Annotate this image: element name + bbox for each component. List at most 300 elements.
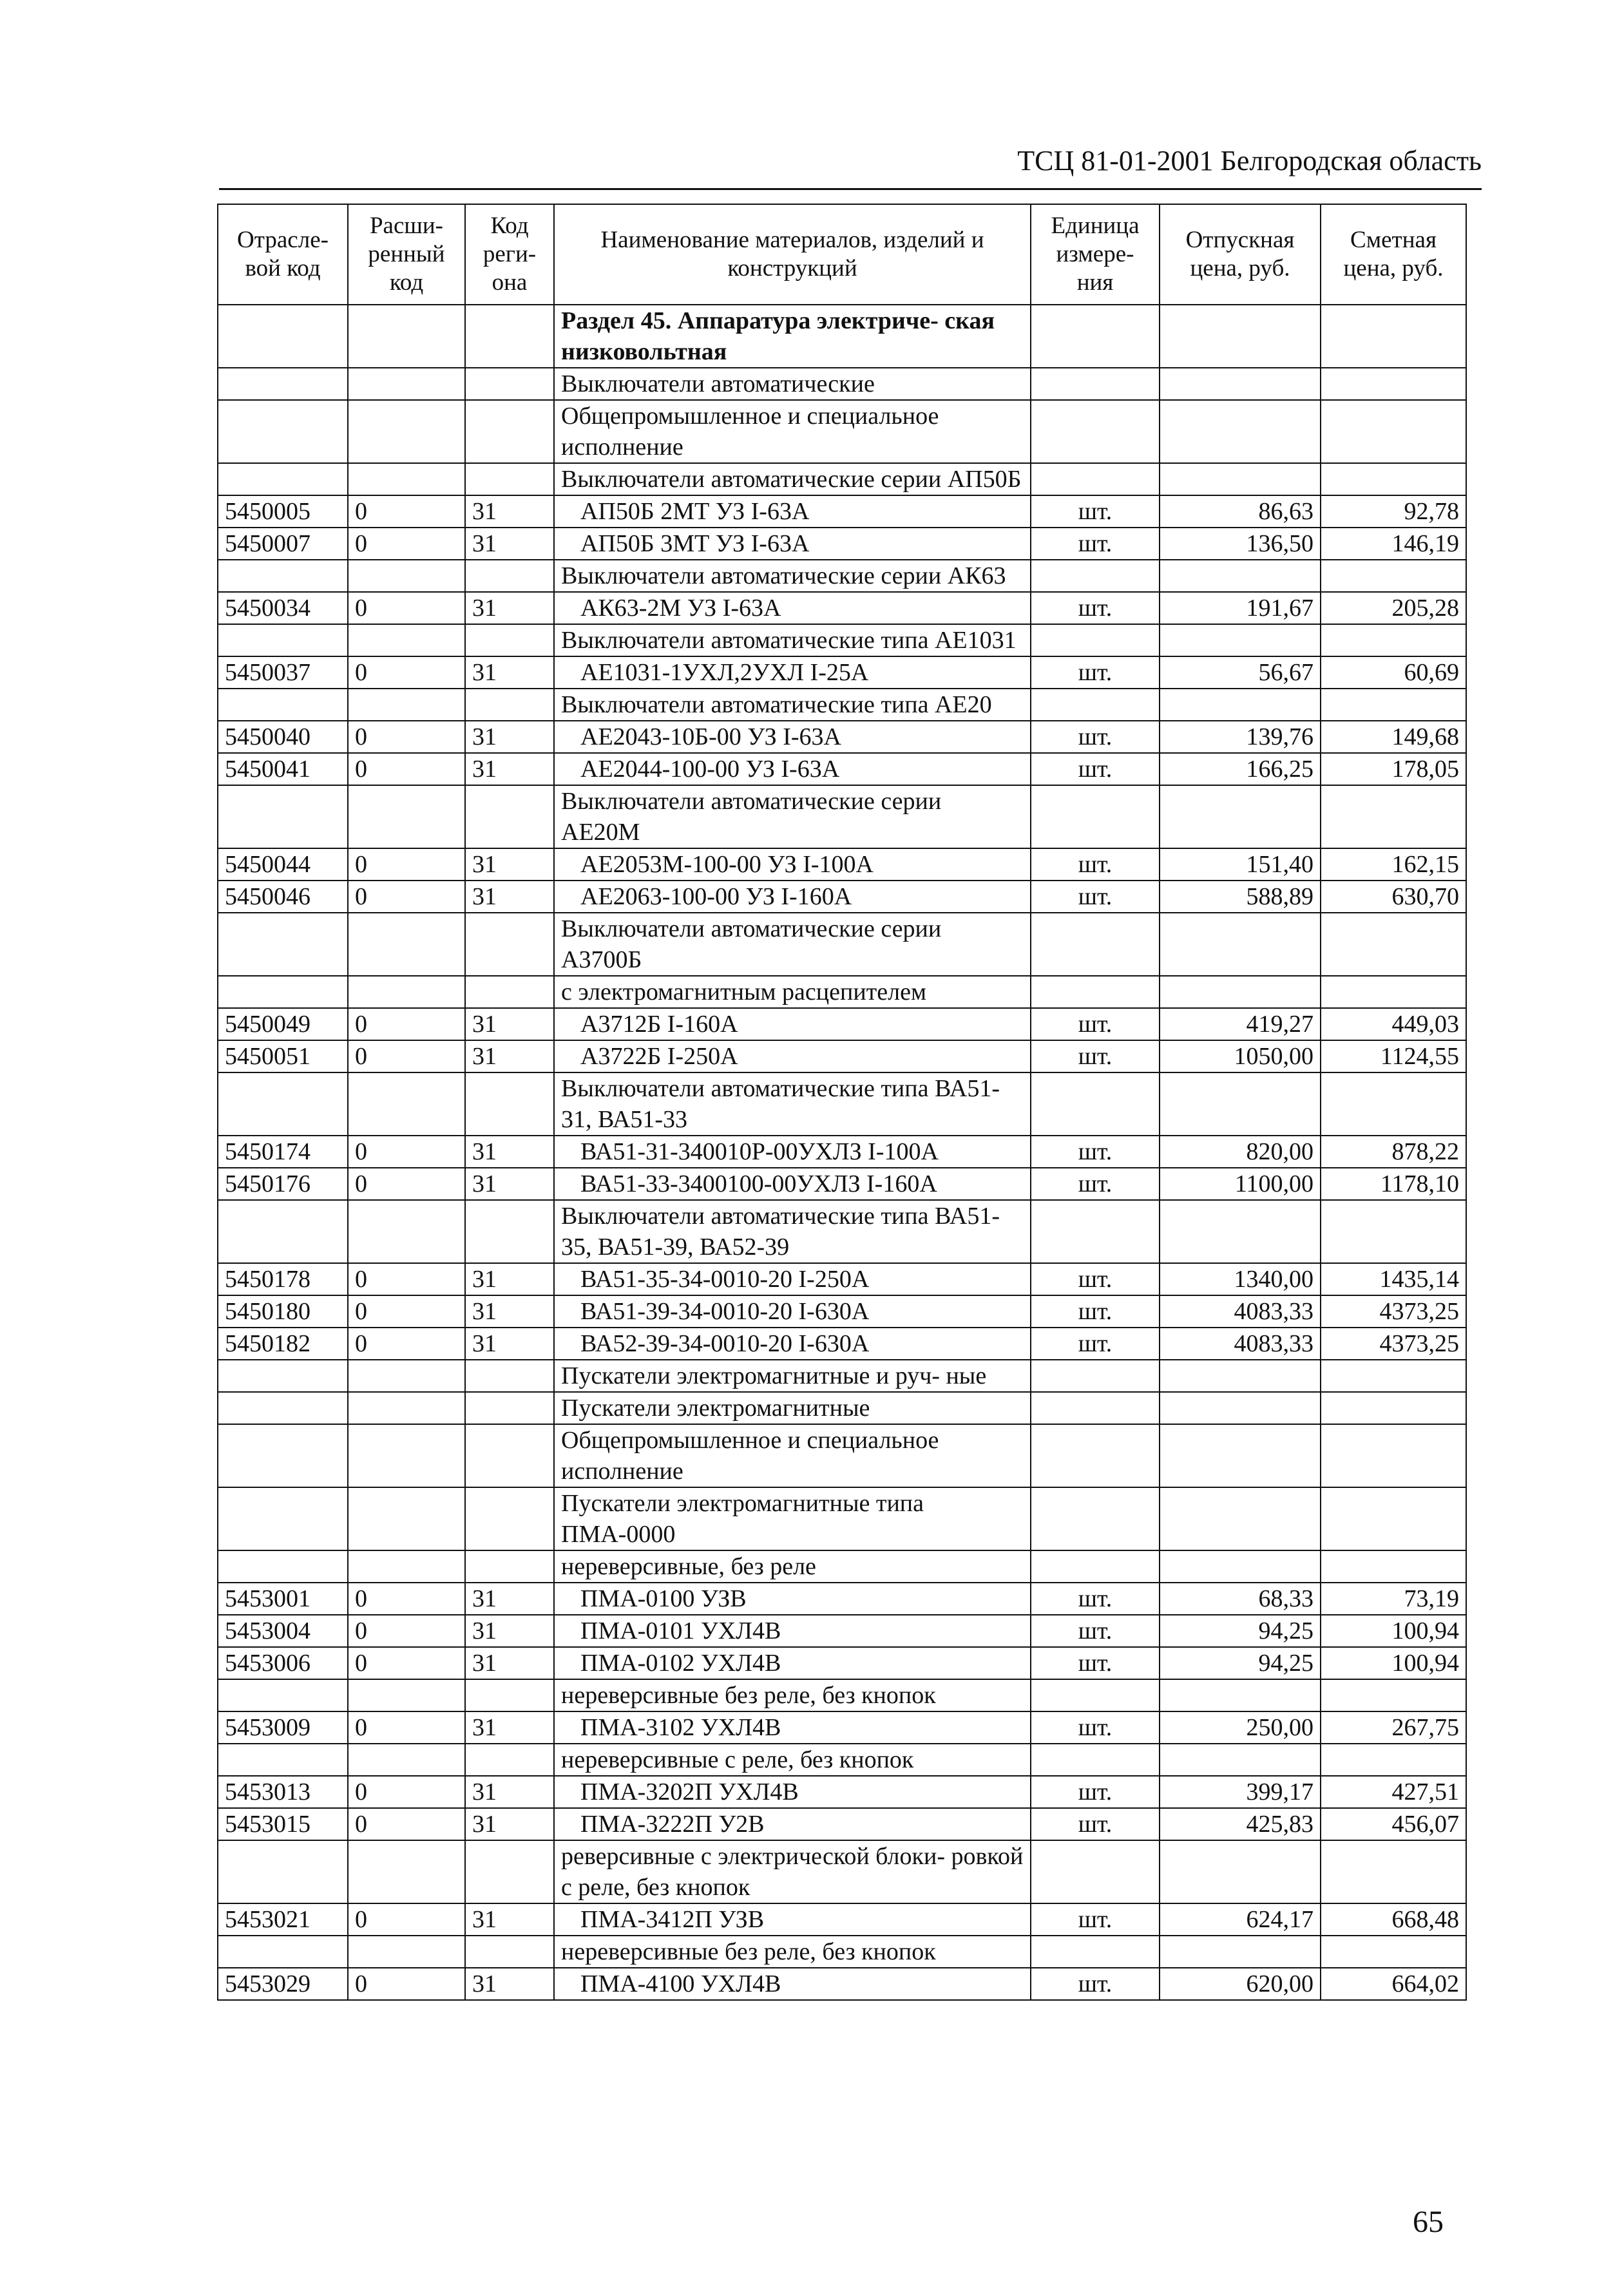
unit-cell — [1031, 1550, 1160, 1583]
estimate-price-cell: 449,03 — [1321, 1008, 1466, 1040]
unit-cell — [1031, 560, 1160, 592]
industry-code-cell: 5450178 — [218, 1263, 348, 1295]
industry-code-cell — [218, 1679, 348, 1711]
group-heading-row — [218, 1679, 1466, 1711]
industry-code-cell — [218, 1072, 348, 1136]
industry-code-cell — [218, 1936, 348, 1968]
industry-code-cell — [218, 1360, 348, 1392]
estimate-price-cell — [1321, 1424, 1466, 1487]
estimate-price-cell: 162,15 — [1321, 848, 1466, 881]
estimate-price-cell — [1321, 560, 1466, 592]
release-price-cell — [1160, 913, 1321, 976]
name-cell: А3712Б I-160A — [554, 1008, 1031, 1040]
release-price-cell — [1160, 1679, 1321, 1711]
document-title: ТСЦ 81-01-2001 Белгородская область — [1017, 145, 1482, 176]
extended-code-cell: 0 — [348, 1776, 465, 1808]
unit-cell: шт. — [1031, 1328, 1160, 1360]
extended-code-cell — [348, 400, 465, 463]
unit-cell: шт. — [1031, 721, 1160, 753]
industry-code-cell: 5453013 — [218, 1776, 348, 1808]
estimate-price-cell: 60,69 — [1321, 656, 1466, 689]
group-heading-row — [218, 560, 1466, 592]
release-price-cell: 4083,33 — [1160, 1328, 1321, 1360]
estimate-price-cell — [1321, 368, 1466, 400]
estimate-price-cell: 878,22 — [1321, 1136, 1466, 1168]
industry-code-cell: 5450174 — [218, 1136, 348, 1168]
group-heading-row — [218, 1840, 1466, 1903]
extended-code-cell: 0 — [348, 1328, 465, 1360]
name-cell: Выключатели автоматические серии А3700Б — [554, 913, 1031, 976]
unit-cell: шт. — [1031, 1968, 1160, 2000]
unit-cell — [1031, 1744, 1160, 1776]
industry-code-cell: 5453006 — [218, 1647, 348, 1679]
region-code-cell: 31 — [465, 1776, 554, 1808]
region-code-cell: 31 — [465, 1040, 554, 1072]
estimate-price-cell: 100,94 — [1321, 1615, 1466, 1647]
estimate-price-cell: 149,68 — [1321, 721, 1466, 753]
col-header-estimate-price: Сметная цена, руб. — [1321, 204, 1466, 305]
extended-code-cell — [348, 305, 465, 368]
industry-code-cell: 5450176 — [218, 1168, 348, 1200]
region-code-cell — [465, 1550, 554, 1583]
industry-code-cell: 5453015 — [218, 1808, 348, 1840]
release-price-cell: 166,25 — [1160, 753, 1321, 785]
extended-code-cell — [348, 1487, 465, 1550]
region-code-cell: 31 — [465, 1263, 554, 1295]
region-code-cell: 31 — [465, 721, 554, 753]
industry-code-cell — [218, 400, 348, 463]
industry-code-cell — [218, 1200, 348, 1263]
table-row — [218, 1968, 1466, 2000]
unit-cell — [1031, 305, 1160, 368]
release-price-cell — [1160, 463, 1321, 495]
unit-cell — [1031, 913, 1160, 976]
release-price-cell: 820,00 — [1160, 1136, 1321, 1168]
release-price-cell: 399,17 — [1160, 1776, 1321, 1808]
estimate-price-cell — [1321, 1487, 1466, 1550]
region-code-cell: 31 — [465, 495, 554, 528]
extended-code-cell: 0 — [348, 1136, 465, 1168]
release-price-cell: 1050,00 — [1160, 1040, 1321, 1072]
name-cell: Раздел 45. Аппаратура электриче- ская низковольтная — [554, 305, 1031, 368]
name-cell: АК63-2М УЗ I-63A — [554, 592, 1031, 624]
table-row — [218, 1583, 1466, 1615]
extended-code-cell: 0 — [348, 1711, 465, 1744]
industry-code-cell — [218, 689, 348, 721]
unit-cell: шт. — [1031, 848, 1160, 881]
industry-code-cell: 5453004 — [218, 1615, 348, 1647]
extended-code-cell — [348, 1840, 465, 1903]
release-price-cell: 620,00 — [1160, 1968, 1321, 2000]
unit-cell: шт. — [1031, 1903, 1160, 1936]
col-header-release-price: Отпускная цена, руб. — [1160, 204, 1321, 305]
name-cell: ПМА-0100 УЗВ — [554, 1583, 1031, 1615]
extended-code-cell: 0 — [348, 1647, 465, 1679]
unit-cell: шт. — [1031, 1008, 1160, 1040]
page-number: 65 — [1413, 2205, 1444, 2239]
unit-cell: шт. — [1031, 881, 1160, 913]
extended-code-cell — [348, 1424, 465, 1487]
extended-code-cell — [348, 1744, 465, 1776]
industry-code-cell: 5450007 — [218, 528, 348, 560]
table-row — [218, 881, 1466, 913]
estimate-price-cell — [1321, 785, 1466, 848]
estimate-price-cell — [1321, 1679, 1466, 1711]
release-price-cell — [1160, 1550, 1321, 1583]
release-price-cell — [1160, 1392, 1321, 1424]
region-code-cell — [465, 463, 554, 495]
estimate-price-cell: 100,94 — [1321, 1647, 1466, 1679]
industry-code-cell: 5453009 — [218, 1711, 348, 1744]
name-cell: реверсивные с электрической блоки- ровкой с реле, без кнопок — [554, 1840, 1031, 1903]
group-heading-row — [218, 1072, 1466, 1136]
group-heading-row — [218, 976, 1466, 1008]
unit-cell: шт. — [1031, 1711, 1160, 1744]
release-price-cell: 624,17 — [1160, 1903, 1321, 1936]
unit-cell: шт. — [1031, 1808, 1160, 1840]
table-row — [218, 721, 1466, 753]
estimate-price-cell: 630,70 — [1321, 881, 1466, 913]
table-row — [218, 1295, 1466, 1328]
name-cell: ПМА-3222П У2В — [554, 1808, 1031, 1840]
industry-code-cell — [218, 1744, 348, 1776]
region-code-cell — [465, 689, 554, 721]
section-heading-row — [218, 305, 1466, 368]
estimate-price-cell: 4373,25 — [1321, 1295, 1466, 1328]
page-header — [219, 142, 1482, 190]
name-cell: нереверсивные без реле, без кнопок — [554, 1936, 1031, 1968]
group-heading-row — [218, 1744, 1466, 1776]
industry-code-cell: 5453029 — [218, 1968, 348, 2000]
table-row — [218, 848, 1466, 881]
release-price-cell: 86,63 — [1160, 495, 1321, 528]
name-cell: ВА51-33-3400100-00УХЛЗ I-160A — [554, 1168, 1031, 1200]
extended-code-cell: 0 — [348, 1615, 465, 1647]
industry-code-cell: 5450034 — [218, 592, 348, 624]
name-cell: ПМА-3202П УХЛ4В — [554, 1776, 1031, 1808]
extended-code-cell — [348, 913, 465, 976]
table-row — [218, 1040, 1466, 1072]
name-cell: Общепромышленное и специальное исполнение — [554, 400, 1031, 463]
table-row — [218, 592, 1466, 624]
estimate-price-cell — [1321, 913, 1466, 976]
name-cell: АЕ2043-10Б-00 УЗ I-63A — [554, 721, 1031, 753]
industry-code-cell: 5450041 — [218, 753, 348, 785]
extended-code-cell: 0 — [348, 721, 465, 753]
release-price-cell: 4083,33 — [1160, 1295, 1321, 1328]
extended-code-cell — [348, 1936, 465, 1968]
extended-code-cell: 0 — [348, 528, 465, 560]
region-code-cell — [465, 1744, 554, 1776]
release-price-cell: 94,25 — [1160, 1615, 1321, 1647]
unit-cell: шт. — [1031, 1136, 1160, 1168]
col-header-unit: Единица измере- ния — [1031, 204, 1160, 305]
name-cell: ПМА-0102 УХЛ4В — [554, 1647, 1031, 1679]
region-code-cell — [465, 1360, 554, 1392]
industry-code-cell — [218, 1487, 348, 1550]
extended-code-cell — [348, 1550, 465, 1583]
release-price-cell — [1160, 785, 1321, 848]
region-code-cell: 31 — [465, 1647, 554, 1679]
name-cell: Выключатели автоматические серии АК63 — [554, 560, 1031, 592]
name-cell: Общепромышленное и специальное исполнение — [554, 1424, 1031, 1487]
unit-cell: шт. — [1031, 1263, 1160, 1295]
col-header-extended-code: Расши- ренный код — [348, 204, 465, 305]
group-heading-row — [218, 1392, 1466, 1424]
region-code-cell — [465, 1392, 554, 1424]
unit-cell — [1031, 1424, 1160, 1487]
name-cell: Выключатели автоматические серии АЕ20М — [554, 785, 1031, 848]
group-heading-row — [218, 1360, 1466, 1392]
release-price-cell — [1160, 1936, 1321, 1968]
release-price-cell: 1340,00 — [1160, 1263, 1321, 1295]
extended-code-cell — [348, 1072, 465, 1136]
table-row — [218, 1136, 1466, 1168]
region-code-cell — [465, 1424, 554, 1487]
estimate-price-cell: 178,05 — [1321, 753, 1466, 785]
extended-code-cell — [348, 1679, 465, 1711]
name-cell: Пускатели электромагнитные и руч- ные — [554, 1360, 1031, 1392]
extended-code-cell: 0 — [348, 656, 465, 689]
name-cell: Выключатели автоматические типа ВА51-35, ВА51-39, ВА52-39 — [554, 1200, 1031, 1263]
extended-code-cell — [348, 463, 465, 495]
unit-cell — [1031, 1679, 1160, 1711]
name-cell: АЕ2053М-100-00 УЗ I-100A — [554, 848, 1031, 881]
table-row — [218, 528, 1466, 560]
group-heading-row — [218, 1487, 1466, 1550]
industry-code-cell: 5450182 — [218, 1328, 348, 1360]
col-header-industry-code: Отрасле- вой код — [218, 204, 348, 305]
extended-code-cell — [348, 624, 465, 656]
extended-code-cell: 0 — [348, 1968, 465, 2000]
extended-code-cell: 0 — [348, 1583, 465, 1615]
unit-cell — [1031, 1200, 1160, 1263]
extended-code-cell — [348, 560, 465, 592]
unit-cell — [1031, 689, 1160, 721]
industry-code-cell: 5450046 — [218, 881, 348, 913]
table-row — [218, 1808, 1466, 1840]
release-price-cell: 136,50 — [1160, 528, 1321, 560]
name-cell: ПМА-3412П УЗВ — [554, 1903, 1031, 1936]
region-code-cell: 31 — [465, 592, 554, 624]
release-price-cell: 1100,00 — [1160, 1168, 1321, 1200]
release-price-cell: 94,25 — [1160, 1647, 1321, 1679]
name-cell: ВА51-35-34-0010-20 I-250A — [554, 1263, 1031, 1295]
table-row — [218, 1008, 1466, 1040]
release-price-cell — [1160, 1360, 1321, 1392]
region-code-cell: 31 — [465, 1903, 554, 1936]
estimate-price-cell: 1178,10 — [1321, 1168, 1466, 1200]
region-code-cell — [465, 1072, 554, 1136]
estimate-price-cell: 92,78 — [1321, 495, 1466, 528]
name-cell: АЕ2044-100-00 УЗ I-63A — [554, 753, 1031, 785]
industry-code-cell: 5450051 — [218, 1040, 348, 1072]
name-cell: ВА51-31-340010Р-00УХЛЗ I-100A — [554, 1136, 1031, 1168]
extended-code-cell — [348, 689, 465, 721]
region-code-cell: 31 — [465, 1136, 554, 1168]
industry-code-cell: 5450049 — [218, 1008, 348, 1040]
group-heading-row — [218, 1936, 1466, 1968]
unit-cell — [1031, 1487, 1160, 1550]
estimate-price-cell — [1321, 1200, 1466, 1263]
unit-cell: шт. — [1031, 1776, 1160, 1808]
release-price-cell — [1160, 1840, 1321, 1903]
estimate-price-cell: 1435,14 — [1321, 1263, 1466, 1295]
region-code-cell — [465, 913, 554, 976]
price-table — [217, 204, 1467, 2001]
table-header-row — [218, 204, 1466, 305]
estimate-price-cell: 664,02 — [1321, 1968, 1466, 2000]
name-cell: ПМА-3102 УХЛ4В — [554, 1711, 1031, 1744]
unit-cell: шт. — [1031, 1615, 1160, 1647]
group-heading-row — [218, 368, 1466, 400]
industry-code-cell — [218, 624, 348, 656]
region-code-cell — [465, 560, 554, 592]
estimate-price-cell: 267,75 — [1321, 1711, 1466, 1744]
region-code-cell — [465, 785, 554, 848]
industry-code-cell: 5450040 — [218, 721, 348, 753]
table-row — [218, 1263, 1466, 1295]
estimate-price-cell: 427,51 — [1321, 1776, 1466, 1808]
table-row — [218, 1711, 1466, 1744]
extended-code-cell: 0 — [348, 848, 465, 881]
release-price-cell — [1160, 1200, 1321, 1263]
name-cell: Выключатели автоматические типа АЕ20 — [554, 689, 1031, 721]
industry-code-cell — [218, 1550, 348, 1583]
estimate-price-cell — [1321, 976, 1466, 1008]
estimate-price-cell: 73,19 — [1321, 1583, 1466, 1615]
release-price-cell: 139,76 — [1160, 721, 1321, 753]
industry-code-cell: 5453001 — [218, 1583, 348, 1615]
table-row — [218, 753, 1466, 785]
industry-code-cell — [218, 976, 348, 1008]
industry-code-cell — [218, 1424, 348, 1487]
release-price-cell — [1160, 624, 1321, 656]
name-cell: АП50Б 2МТ УЗ I-63A — [554, 495, 1031, 528]
group-heading-row — [218, 463, 1466, 495]
group-heading-row — [218, 785, 1466, 848]
estimate-price-cell — [1321, 1840, 1466, 1903]
extended-code-cell — [348, 368, 465, 400]
extended-code-cell: 0 — [348, 1903, 465, 1936]
unit-cell — [1031, 624, 1160, 656]
release-price-cell: 425,83 — [1160, 1808, 1321, 1840]
unit-cell — [1031, 1392, 1160, 1424]
region-code-cell — [465, 305, 554, 368]
release-price-cell: 419,27 — [1160, 1008, 1321, 1040]
industry-code-cell — [218, 560, 348, 592]
industry-code-cell: 5450037 — [218, 656, 348, 689]
industry-code-cell — [218, 305, 348, 368]
group-heading-row — [218, 689, 1466, 721]
name-cell: ПМА-0101 УХЛ4В — [554, 1615, 1031, 1647]
extended-code-cell: 0 — [348, 1263, 465, 1295]
industry-code-cell — [218, 785, 348, 848]
col-header-region-code: Код реги- она — [465, 204, 554, 305]
name-cell: с электромагнитным расцепителем — [554, 976, 1031, 1008]
estimate-price-cell — [1321, 624, 1466, 656]
extended-code-cell: 0 — [348, 881, 465, 913]
estimate-price-cell — [1321, 463, 1466, 495]
name-cell: Выключатели автоматические серии АП50Б — [554, 463, 1031, 495]
table-row — [218, 1903, 1466, 1936]
table-row — [218, 1647, 1466, 1679]
release-price-cell — [1160, 1072, 1321, 1136]
estimate-price-cell: 146,19 — [1321, 528, 1466, 560]
name-cell: АП50Б 3МТ УЗ I-63A — [554, 528, 1031, 560]
release-price-cell: 588,89 — [1160, 881, 1321, 913]
region-code-cell: 31 — [465, 528, 554, 560]
estimate-price-cell — [1321, 1744, 1466, 1776]
extended-code-cell — [348, 1392, 465, 1424]
name-cell: Пускатели электромагнитные типа ПМА-0000 — [554, 1487, 1031, 1550]
region-code-cell: 31 — [465, 1583, 554, 1615]
release-price-cell — [1160, 976, 1321, 1008]
unit-cell — [1031, 1936, 1160, 1968]
region-code-cell — [465, 1487, 554, 1550]
release-price-cell — [1160, 1487, 1321, 1550]
extended-code-cell: 0 — [348, 753, 465, 785]
release-price-cell — [1160, 368, 1321, 400]
unit-cell — [1031, 1360, 1160, 1392]
release-price-cell — [1160, 305, 1321, 368]
extended-code-cell — [348, 785, 465, 848]
table-row — [218, 1168, 1466, 1200]
name-cell: Выключатели автоматические типа АЕ1031 — [554, 624, 1031, 656]
extended-code-cell: 0 — [348, 495, 465, 528]
region-code-cell — [465, 400, 554, 463]
estimate-price-cell — [1321, 305, 1466, 368]
unit-cell: шт. — [1031, 753, 1160, 785]
estimate-price-cell — [1321, 1392, 1466, 1424]
region-code-cell: 31 — [465, 1808, 554, 1840]
region-code-cell: 31 — [465, 656, 554, 689]
release-price-cell: 250,00 — [1160, 1711, 1321, 1744]
estimate-price-cell — [1321, 400, 1466, 463]
release-price-cell: 151,40 — [1160, 848, 1321, 881]
name-cell: нереверсивные, без реле — [554, 1550, 1031, 1583]
name-cell: А3722Б I-250A — [554, 1040, 1031, 1072]
region-code-cell: 31 — [465, 1968, 554, 2000]
region-code-cell — [465, 624, 554, 656]
group-heading-row — [218, 1200, 1466, 1263]
name-cell: ПМА-4100 УХЛ4В — [554, 1968, 1031, 2000]
extended-code-cell — [348, 976, 465, 1008]
region-code-cell: 31 — [465, 1615, 554, 1647]
industry-code-cell — [218, 463, 348, 495]
unit-cell — [1031, 1840, 1160, 1903]
unit-cell — [1031, 400, 1160, 463]
region-code-cell: 31 — [465, 1008, 554, 1040]
unit-cell: шт. — [1031, 495, 1160, 528]
region-code-cell: 31 — [465, 1328, 554, 1360]
table-row — [218, 656, 1466, 689]
release-price-cell: 191,67 — [1160, 592, 1321, 624]
group-heading-row — [218, 624, 1466, 656]
unit-cell — [1031, 976, 1160, 1008]
extended-code-cell: 0 — [348, 592, 465, 624]
region-code-cell: 31 — [465, 1711, 554, 1744]
region-code-cell — [465, 1679, 554, 1711]
name-cell: ВА51-39-34-0010-20 I-630A — [554, 1295, 1031, 1328]
release-price-cell — [1160, 400, 1321, 463]
name-cell: АЕ2063-100-00 УЗ I-160A — [554, 881, 1031, 913]
estimate-price-cell: 205,28 — [1321, 592, 1466, 624]
extended-code-cell: 0 — [348, 1808, 465, 1840]
extended-code-cell: 0 — [348, 1168, 465, 1200]
table-row — [218, 1615, 1466, 1647]
unit-cell: шт. — [1031, 592, 1160, 624]
